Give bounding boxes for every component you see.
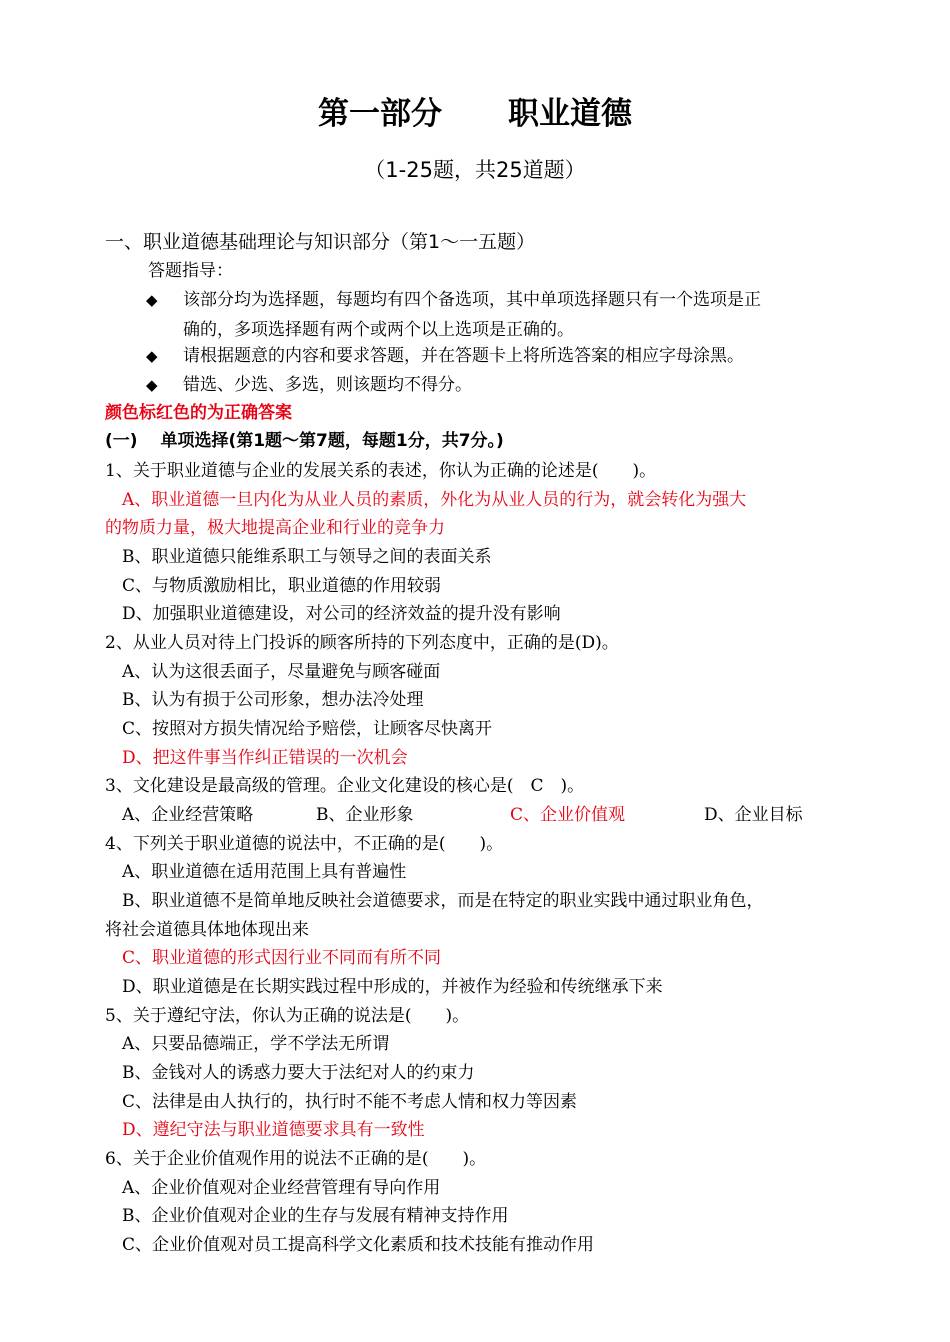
question-4-option-b-cont: 将社会道德具体地体现出来 xyxy=(105,920,309,940)
question-1-option-a-cont: 的物质力量，极大地提高企业和行业的竞争力 xyxy=(105,518,445,538)
question-4-option-b: B、职业道德不是简单地反映社会道德要求，而是在特定的职业实践中通过职业角色， xyxy=(122,891,764,911)
question-3-stem: 3、文化建设是最高级的管理。企业文化建设的核心是( C )。 xyxy=(105,776,585,796)
question-3-option-a: A、企业经营策略 xyxy=(122,805,254,825)
question-6-option-b: B、企业价值观对企业的生存与发展有精神支持作用 xyxy=(122,1206,509,1226)
question-4-option-c: C、职业道德的形式因行业不同而有所不同 xyxy=(122,948,442,968)
diamond-bullet-icon: ◆ xyxy=(146,347,158,365)
question-5-option-c: C、法律是由人执行的，执行时不能不考虑人情和权力等因素 xyxy=(122,1092,578,1112)
question-4-stem: 4、下列关于职业道德的说法中，不正确的是( )。 xyxy=(105,834,504,854)
guide-title: 答题指导： xyxy=(148,261,233,281)
question-6-stem: 6、关于企业价值观作用的说法不正确的是( )。 xyxy=(105,1149,487,1169)
question-2-option-a: A、认为这很丢面子，尽量避免与顾客碰面 xyxy=(122,662,441,682)
question-6-option-c: C、企业价值观对员工提高科学文化素质和技术技能有推动作用 xyxy=(122,1235,595,1255)
question-1-stem: 1、关于职业道德与企业的发展关系的表述，你认为正确的论述是( )。 xyxy=(105,461,657,481)
answer-color-note: 颜色标红色的为正确答案 xyxy=(105,403,292,423)
page-title xyxy=(0,92,950,136)
question-2-option-b: B、认为有损于公司形象，想办法冷处理 xyxy=(122,690,424,710)
question-5-stem: 5、关于遵纪守法，你认为正确的说法是( )。 xyxy=(105,1006,470,1026)
guide-bullet-3: 错选、少选、多选，则该题均不得分。 xyxy=(183,375,472,395)
question-2-stem: 2、从业人员对待上门投诉的顾客所持的下列态度中，正确的是(D)。 xyxy=(105,633,619,653)
question-5-option-b: B、金钱对人的诱惑力要大于法纪对人的约束力 xyxy=(122,1063,475,1083)
section-heading: 一、职业道德基础理论与知识部分（第1～一五题） xyxy=(105,231,536,253)
question-4-option-a: A、职业道德在适用范围上具有普遍性 xyxy=(122,862,407,882)
question-1-option-d: D、加强职业道德建设，对公司的经济效益的提升没有影响 xyxy=(122,604,561,624)
question-2-option-c: C、按照对方损失情况给予赔偿，让顾客尽快离开 xyxy=(122,719,493,739)
title-name: 职业道德 xyxy=(508,96,632,132)
question-3-option-d: D、企业目标 xyxy=(704,805,803,825)
guide-bullet-1-line1: 该部分均为选择题，每题均有四个备选项，其中单项选择题只有一个选项是正 xyxy=(183,290,761,310)
question-2-option-d: D、把这件事当作纠正错误的一次机会 xyxy=(122,748,408,768)
diamond-bullet-icon: ◆ xyxy=(146,376,158,394)
question-1-option-b: B、职业道德只能维系职工与领导之间的表面关系 xyxy=(122,547,492,567)
question-1-option-a: A、职业道德一旦内化为从业人员的素质，外化为从业人员的行为，就会转化为强大 xyxy=(122,490,747,510)
guide-bullet-1-line2: 确的，多项选择题有两个或两个以上选项是正确的。 xyxy=(183,320,574,340)
question-6-option-a: A、企业价值观对企业经营管理有导向作用 xyxy=(122,1178,441,1198)
question-5-option-d: D、遵纪守法与职业道德要求具有一致性 xyxy=(122,1120,425,1140)
guide-bullet-1 xyxy=(183,285,853,345)
question-5-option-a: A、只要品德端正，学不学法无所谓 xyxy=(122,1034,390,1054)
question-1-option-c: C、与物质激励相比，职业道德的作用较弱 xyxy=(122,576,442,596)
title-part: 第一部分 xyxy=(318,96,442,132)
diamond-bullet-icon: ◆ xyxy=(146,291,158,309)
question-4-option-d: D、职业道德是在长期实践过程中形成的，并被作为经验和传统继承下来 xyxy=(122,977,663,997)
single-choice-heading: (一) 单项选择(第1题～第7题，每题1分，共7分。) xyxy=(105,431,504,451)
page-subtitle: （1-25题，共25道题） xyxy=(364,158,586,182)
question-3-option-c: C、企业价值观 xyxy=(510,805,626,825)
guide-bullet-2: 请根据题意的内容和要求答题，并在答题卡上将所选答案的相应字母涂黑。 xyxy=(183,346,744,366)
question-3-option-b: B、企业形象 xyxy=(316,805,414,825)
